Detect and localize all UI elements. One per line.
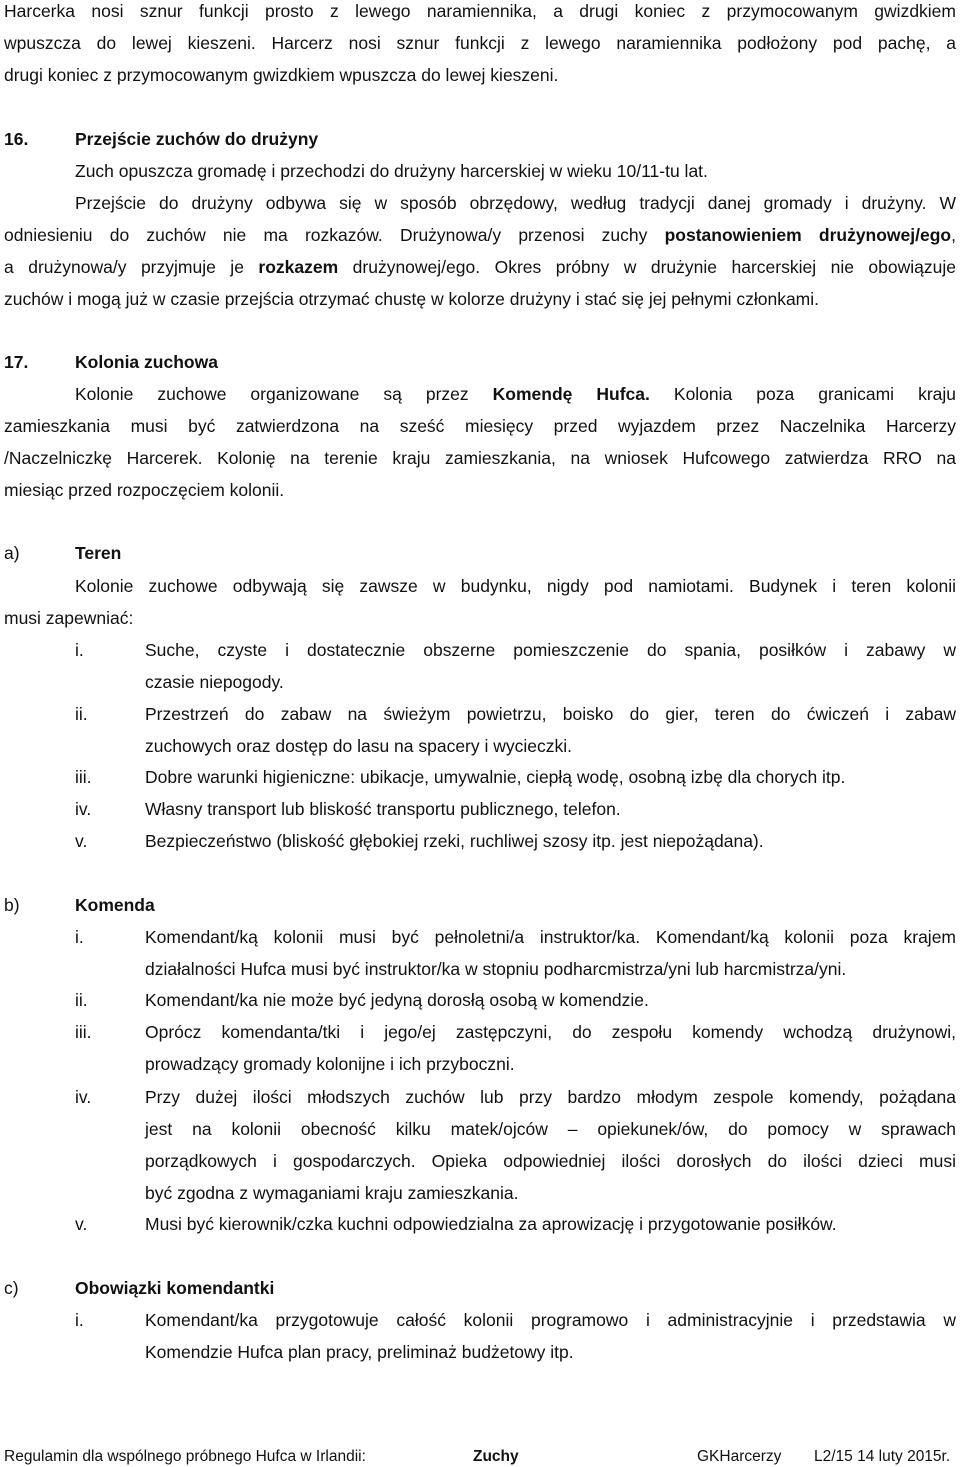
footer-reference-date: L2/15 14 luty 2015r.	[814, 1448, 951, 1465]
section-17-line-3: /Naczelniczkę Harcerek. Kolonię na terenie kraju zamieszkania, na wniosek Hufcowego zatwierdza RRO na	[4, 448, 956, 468]
subsection-b-label: b)	[4, 895, 20, 915]
section-17-title: Kolonia zuchowa	[75, 352, 218, 372]
a-item-2-line-1: Przestrzeń do zabaw na świeżym powietrzu, boisko do gier, teren do ćwiczeń i zabaw	[145, 704, 956, 724]
section-16-line-3-b	[400, 225, 956, 245]
b-item-4-number: iv.	[75, 1087, 92, 1107]
section-16-line-3-b-text: Drużynowa/y przenosi zuchy	[399, 225, 665, 245]
subsection-a-line-2: musi zapewniać:	[4, 608, 134, 628]
b-item-4-line-2: jest na kolonii obecność kilku matek/ojców – opiekunek/ów, do pomocy w sprawach	[145, 1119, 956, 1139]
section-16-line-5: zuchów i mogą już w czasie przejścia otrzymać chustę w kolorze drużyny i stać się jej pełnymi członkami.	[4, 289, 820, 309]
subsection-c-title: Obowiązki komendantki	[75, 1278, 275, 1298]
intro-line-1: Harcerka nosi sznur funkcji prosto z lewego naramiennika, a drugi koniec z przymocowanym gwizdkiem	[4, 1, 956, 21]
b-item-5-line-1: Musi być kierownik/czka kuchni odpowiedzialna za aprowizację i przygotowanie posiłków.	[145, 1214, 837, 1234]
section-16-line-4	[4, 257, 956, 277]
a-item-1-line-1: Suche, czyste i dostatecznie obszerne pomieszczenie do spania, posiłków i zabawy w	[145, 640, 956, 660]
b-item-4-line-4: być zgodna z wymaganiami kraju zamieszkania.	[145, 1183, 519, 1203]
a-item-4-line-1: Własny transport lub bliskość transportu publicznego, telefon.	[145, 799, 621, 819]
subsection-a-title: Teren	[75, 543, 122, 563]
c-item-1-line-1: Komendant/ka przygotowuje całość kolonii programowo i administracyjnie i przedstawia w	[145, 1310, 956, 1330]
a-item-2-number: ii.	[75, 704, 88, 724]
section-16-bold-postanowieniem: postanowieniem drużynowej/ego	[664, 225, 952, 245]
section-16-bold-rozkazem: rozkazem	[258, 257, 339, 277]
b-item-5-number: v.	[75, 1214, 88, 1234]
section-16-comma: ,	[951, 225, 956, 245]
section-16-line-3	[4, 225, 956, 245]
b-item-1-line-1: Komendant/ką kolonii musi być pełnoletni/a instruktor/ka. Komendant/ką kolonii poza krajem	[145, 927, 956, 947]
section-16-line-4-d: Okres próbny w drużynie harcerskiej nie obowiązuje	[494, 257, 956, 277]
footer-organization: GKHarcerzy	[697, 1448, 782, 1465]
section-16-number: 16.	[4, 129, 29, 149]
subsection-a-line-1: Kolonie zuchowe odbywają się zawsze w budynku, nigdy pod namiotami. Budynek i teren kolonii	[75, 576, 956, 596]
c-item-1-number: i.	[75, 1310, 84, 1330]
b-item-3-number: iii.	[75, 1022, 92, 1042]
section-17-line-1-a: Kolonie zuchowe organizowane są przez	[75, 384, 493, 404]
a-item-3-number: iii.	[75, 767, 92, 787]
section-17-line-1-c: Kolonia poza granicami kraju	[673, 384, 956, 404]
subsection-c-label: c)	[4, 1278, 19, 1298]
intro-line-2: wpuszcza do lewej kieszeni. Harcerz nosi sznur funkcji z lewego naramiennika podłożony pod pachę, a	[4, 33, 956, 53]
b-item-1-line-2: działalności Hufca musi być instruktor/ka w stopniu podharcmistrza/yni lub harcmistrza/yni.	[145, 959, 847, 979]
b-item-3-line-2: prowadzący gromady kolonijne i ich przyboczni.	[145, 1054, 515, 1074]
intro-line-3: drugi koniec z przymocowanym gwizdkiem wpuszcza do lewej kieszeni.	[4, 65, 559, 85]
a-item-1-line-2: czasie niepogody.	[145, 672, 284, 692]
a-item-1-number: i.	[75, 640, 84, 660]
b-item-4-line-1: Przy dużej ilości młodszych zuchów lub przy bardzo młodym zespole komendy, pożądana	[145, 1087, 956, 1107]
section-17-line-4: miesiąc przed rozpoczęciem kolonii.	[4, 480, 285, 500]
c-item-1-line-2: Komendzie Hufca plan pracy, preliminaż budżetowy itp.	[145, 1342, 574, 1362]
section-16-title: Przejście zuchów do drużyny	[75, 129, 319, 149]
section-17-line-2: zamieszkania musi być zatwierdzona na sześć miesięcy przed wyjazdem przez Naczelnika Harcerzy	[4, 416, 956, 436]
subsection-b-title: Komenda	[75, 895, 155, 915]
b-item-3-line-1: Oprócz komendanta/tki i jego/ej zastępczyni, do zespołu komendy wchodzą drużynowi,	[145, 1022, 956, 1042]
section-16-line-4-a: a drużynowa/y przyjmuje je	[4, 257, 259, 277]
section-16-line-2: Przejście do drużyny odbywa się w sposób obrzędowy, według tradycji danej gromady i drużyny. W	[75, 193, 956, 213]
a-item-5-number: v.	[75, 831, 88, 851]
section-16-line-3-a: odniesieniu do zuchów nie ma rozkazów.	[4, 225, 383, 245]
section-16-line-1: Zuch opuszcza gromadę i przechodzi do drużyny harcerskiej w wieku 10/11-tu lat.	[75, 161, 708, 181]
section-16-line-4-left	[4, 257, 480, 277]
b-item-1-number: i.	[75, 927, 84, 947]
footer-section: Zuchy	[473, 1448, 519, 1465]
section-17-number: 17.	[4, 352, 29, 372]
a-item-5-line-1: Bezpieczeństwo (bliskość głębokiej rzeki, ruchliwej szosy itp. jest niepożądana).	[145, 831, 764, 851]
a-item-2-line-2: zuchowych oraz dostęp do lasu na spacery i wycieczki.	[145, 736, 573, 756]
a-item-3-line-1: Dobre warunki higieniczne: ubikacje, umywalnie, ciepłą wodę, osobną izbę dla chorych itp.	[145, 767, 846, 787]
b-item-2-line-1: Komendant/ka nie może być jedyną dorosłą osobą w komendzie.	[145, 990, 649, 1010]
section-16-line-4-c: drużynowej/ego.	[338, 257, 481, 277]
a-item-4-number: iv.	[75, 799, 92, 819]
b-item-4-line-3: porządkowych i gospodarczych. Opieka odpowiedniej ilości dorosłych do ilości dzieci musi	[145, 1151, 956, 1171]
subsection-a-label: a)	[4, 543, 20, 563]
section-17-line-1	[75, 384, 956, 404]
section-17-bold-komenda-hufca: Komendę Hufca.	[492, 384, 650, 404]
b-item-2-number: ii.	[75, 990, 88, 1010]
footer-document-title: Regulamin dla wspólnego próbnego Hufca w Irlandii:	[4, 1448, 366, 1465]
